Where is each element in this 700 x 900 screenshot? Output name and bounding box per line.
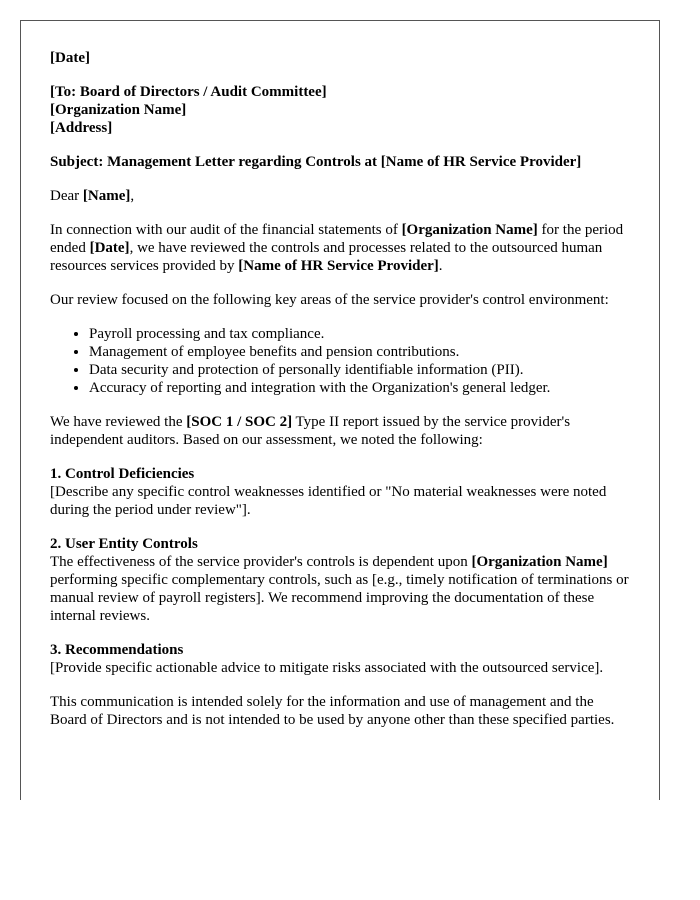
organization-name: [Organization Name] bbox=[50, 102, 187, 118]
section-heading: 3. Recommendations bbox=[50, 642, 184, 658]
focus-paragraph: Our review focused on the following key areas of the service provider's control environment: bbox=[50, 292, 609, 308]
section-user-entity-controls: 2. User Entity Controls The effectiveness of the service provider's controls is dependent upon [Organization Name] performing specific complementary controls, such as [e.g., timely notification of terminations or manual review of payroll registers]. We recommend improving the documentation of these internal reviews. bbox=[50, 536, 629, 624]
section-control-deficiencies: 1. Control Deficiencies [Describe any specific control weaknesses identified or "No material weaknesses were noted during the period under review"]. bbox=[50, 465, 630, 519]
list-item: • Data security and protection of personally identifiable information (PII). bbox=[89, 361, 630, 379]
recipient-line: [To: Board of Directors / Audit Committee] bbox=[50, 84, 327, 100]
greeting: Dear [Name], bbox=[50, 188, 135, 204]
intro-paragraph: In connection with our audit of the financial statements of [Organization Name] for the period ended [Date], we have reviewed the controls and processes related to the outsourced human resources services provided by [Name of HR Service Provider]. bbox=[50, 222, 624, 274]
letter-page bbox=[20, 20, 660, 800]
section-heading: 1. Control Deficiencies bbox=[50, 466, 195, 482]
letter-date: [Date] bbox=[50, 50, 90, 66]
address: [Address] bbox=[50, 120, 113, 136]
subject-line: Subject: Management Letter regarding Controls at [Name of HR Service Provider] bbox=[50, 154, 582, 170]
list-item: • Management of employee benefits and pension contributions. bbox=[89, 343, 630, 361]
soc-paragraph: We have reviewed the [SOC 1 / SOC 2] Type II report issued by the service provider's independent auditors. Based on our assessment, we noted the following: bbox=[50, 414, 571, 448]
key-areas-list bbox=[50, 325, 630, 397]
list-item: • Accuracy of reporting and integration with the Organization's general ledger. bbox=[89, 379, 630, 397]
section-recommendations: 3. Recommendations [Provide specific actionable advice to mitigate risks associated with the outsourced service]. bbox=[50, 641, 630, 677]
recipient-block bbox=[50, 83, 630, 137]
closing-paragraph: This communication is intended solely for the information and use of management and the Board of Directors and is not intended to be used by anyone other than these specified parties. bbox=[50, 694, 615, 728]
list-item: • Payroll processing and tax compliance. bbox=[89, 325, 630, 343]
section-heading: 2. User Entity Controls bbox=[50, 536, 198, 552]
